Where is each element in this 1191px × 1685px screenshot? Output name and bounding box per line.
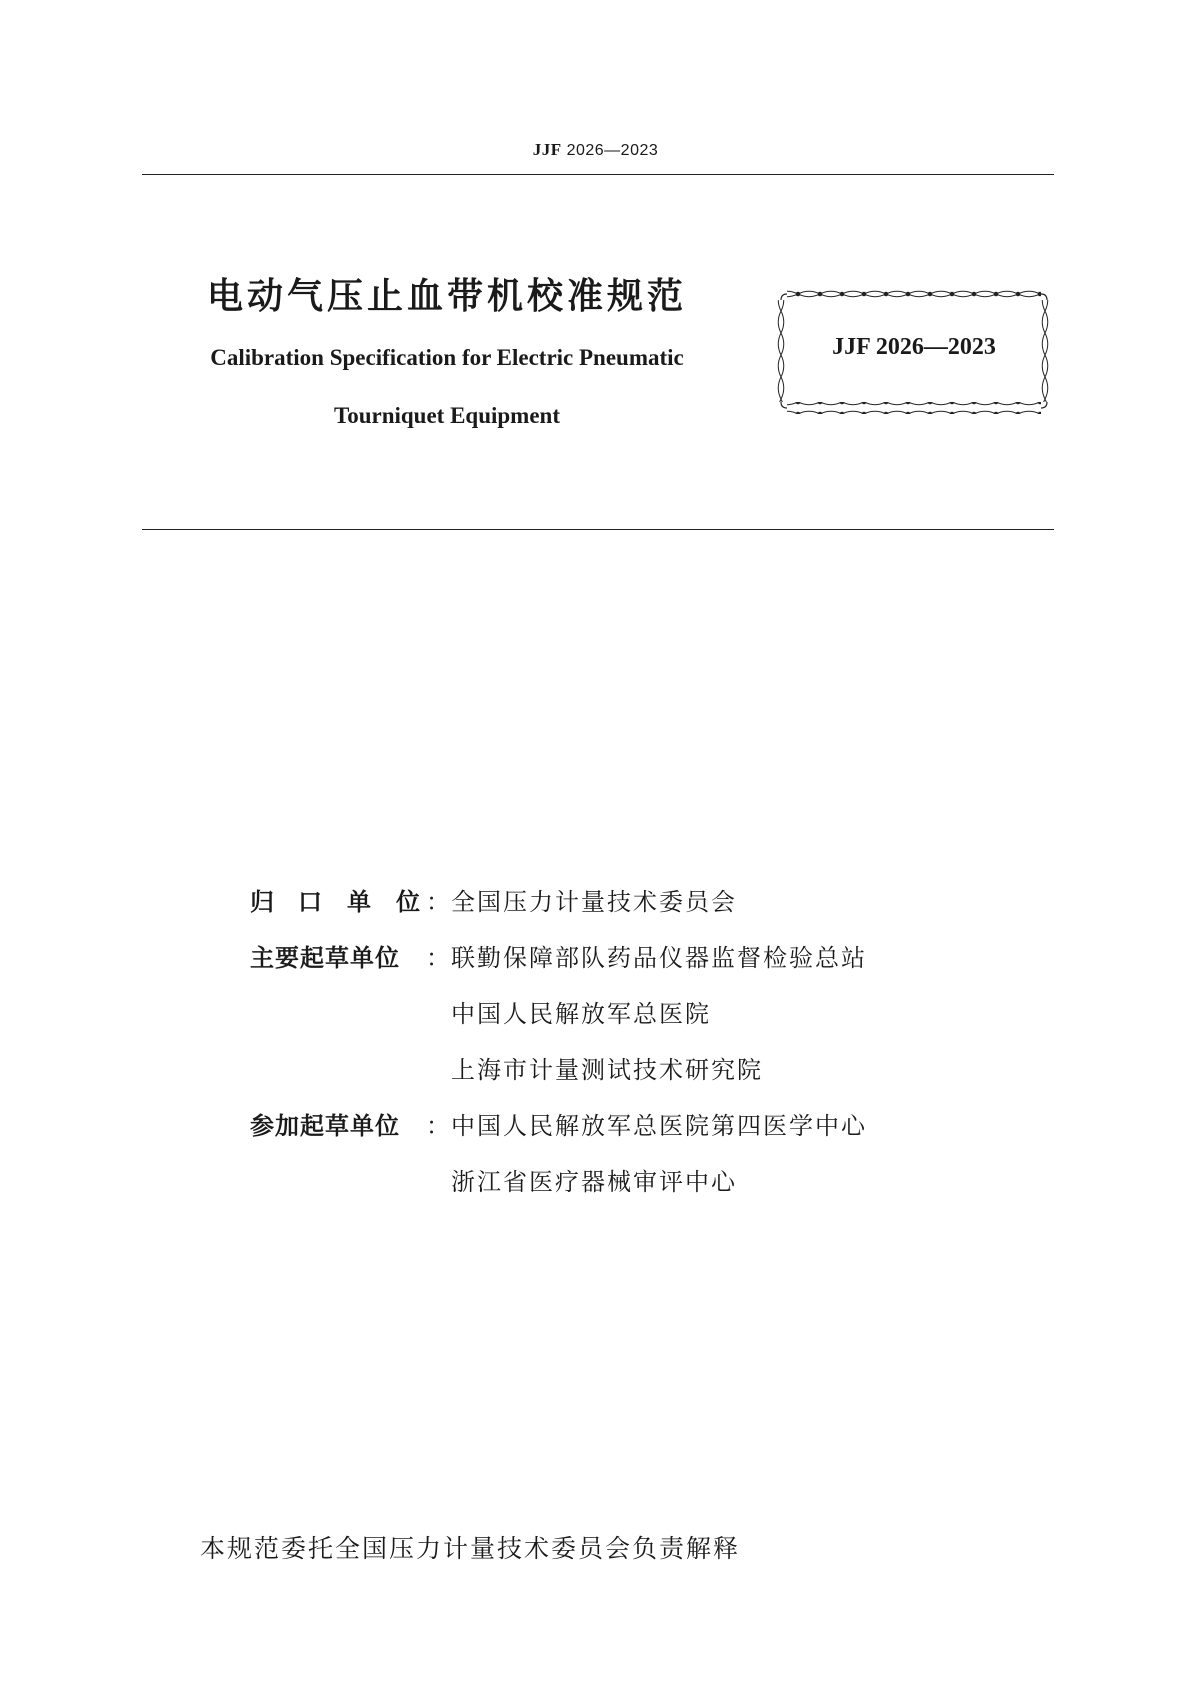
org-row-responsible <box>250 882 970 922</box>
org-label-char: 归 <box>250 888 275 916</box>
org-value: 中国人民解放军总医院第四医学中心 <box>451 1112 867 1140</box>
org-label-char: 位 <box>396 888 421 916</box>
org-label-char: 口 <box>298 888 323 916</box>
org-row-main-drafting <box>250 938 970 978</box>
org-row-main-drafting-cont <box>250 1050 970 1090</box>
title-english-line1: Calibration Specification for Electric Pneumatic <box>210 345 684 370</box>
title-bottom-rule <box>142 529 1054 530</box>
org-value: 上海市计量测试技术研究院 <box>451 1056 763 1084</box>
org-row-main-drafting-cont <box>250 994 970 1034</box>
code-box-text: JJF 2026—2023 <box>832 334 996 360</box>
running-header <box>0 140 1191 160</box>
title-english-line2: Tourniquet Equipment <box>333 403 561 428</box>
org-value: 浙江省医疗器械审评中心 <box>451 1168 737 1196</box>
interpretation-note: 本规范委托全国压力计量技术委员会负责解释 <box>200 1534 741 1563</box>
org-value: 联勤保障部队药品仪器监督检验总站 <box>451 944 867 972</box>
org-row-participating-cont <box>250 1162 970 1202</box>
org-value: 中国人民解放军总医院 <box>451 1000 711 1028</box>
org-label-char: 单 <box>347 888 372 916</box>
org-colon: ： <box>426 1112 450 1140</box>
org-colon: ： <box>426 888 450 916</box>
org-label-main-drafting: 主要起草单位 <box>250 944 400 972</box>
title-chinese: 电动气压止血带机校准规范 <box>206 276 687 317</box>
org-value: 全国压力计量技术委员会 <box>451 888 737 916</box>
org-colon: ： <box>426 944 450 972</box>
header-rule <box>142 174 1054 175</box>
org-row-participating <box>250 1106 970 1146</box>
running-header-prefix: JJF <box>532 140 562 159</box>
running-header-number: 2026—2023 <box>566 142 659 159</box>
org-label-participating: 参加起草单位 <box>250 1112 400 1140</box>
